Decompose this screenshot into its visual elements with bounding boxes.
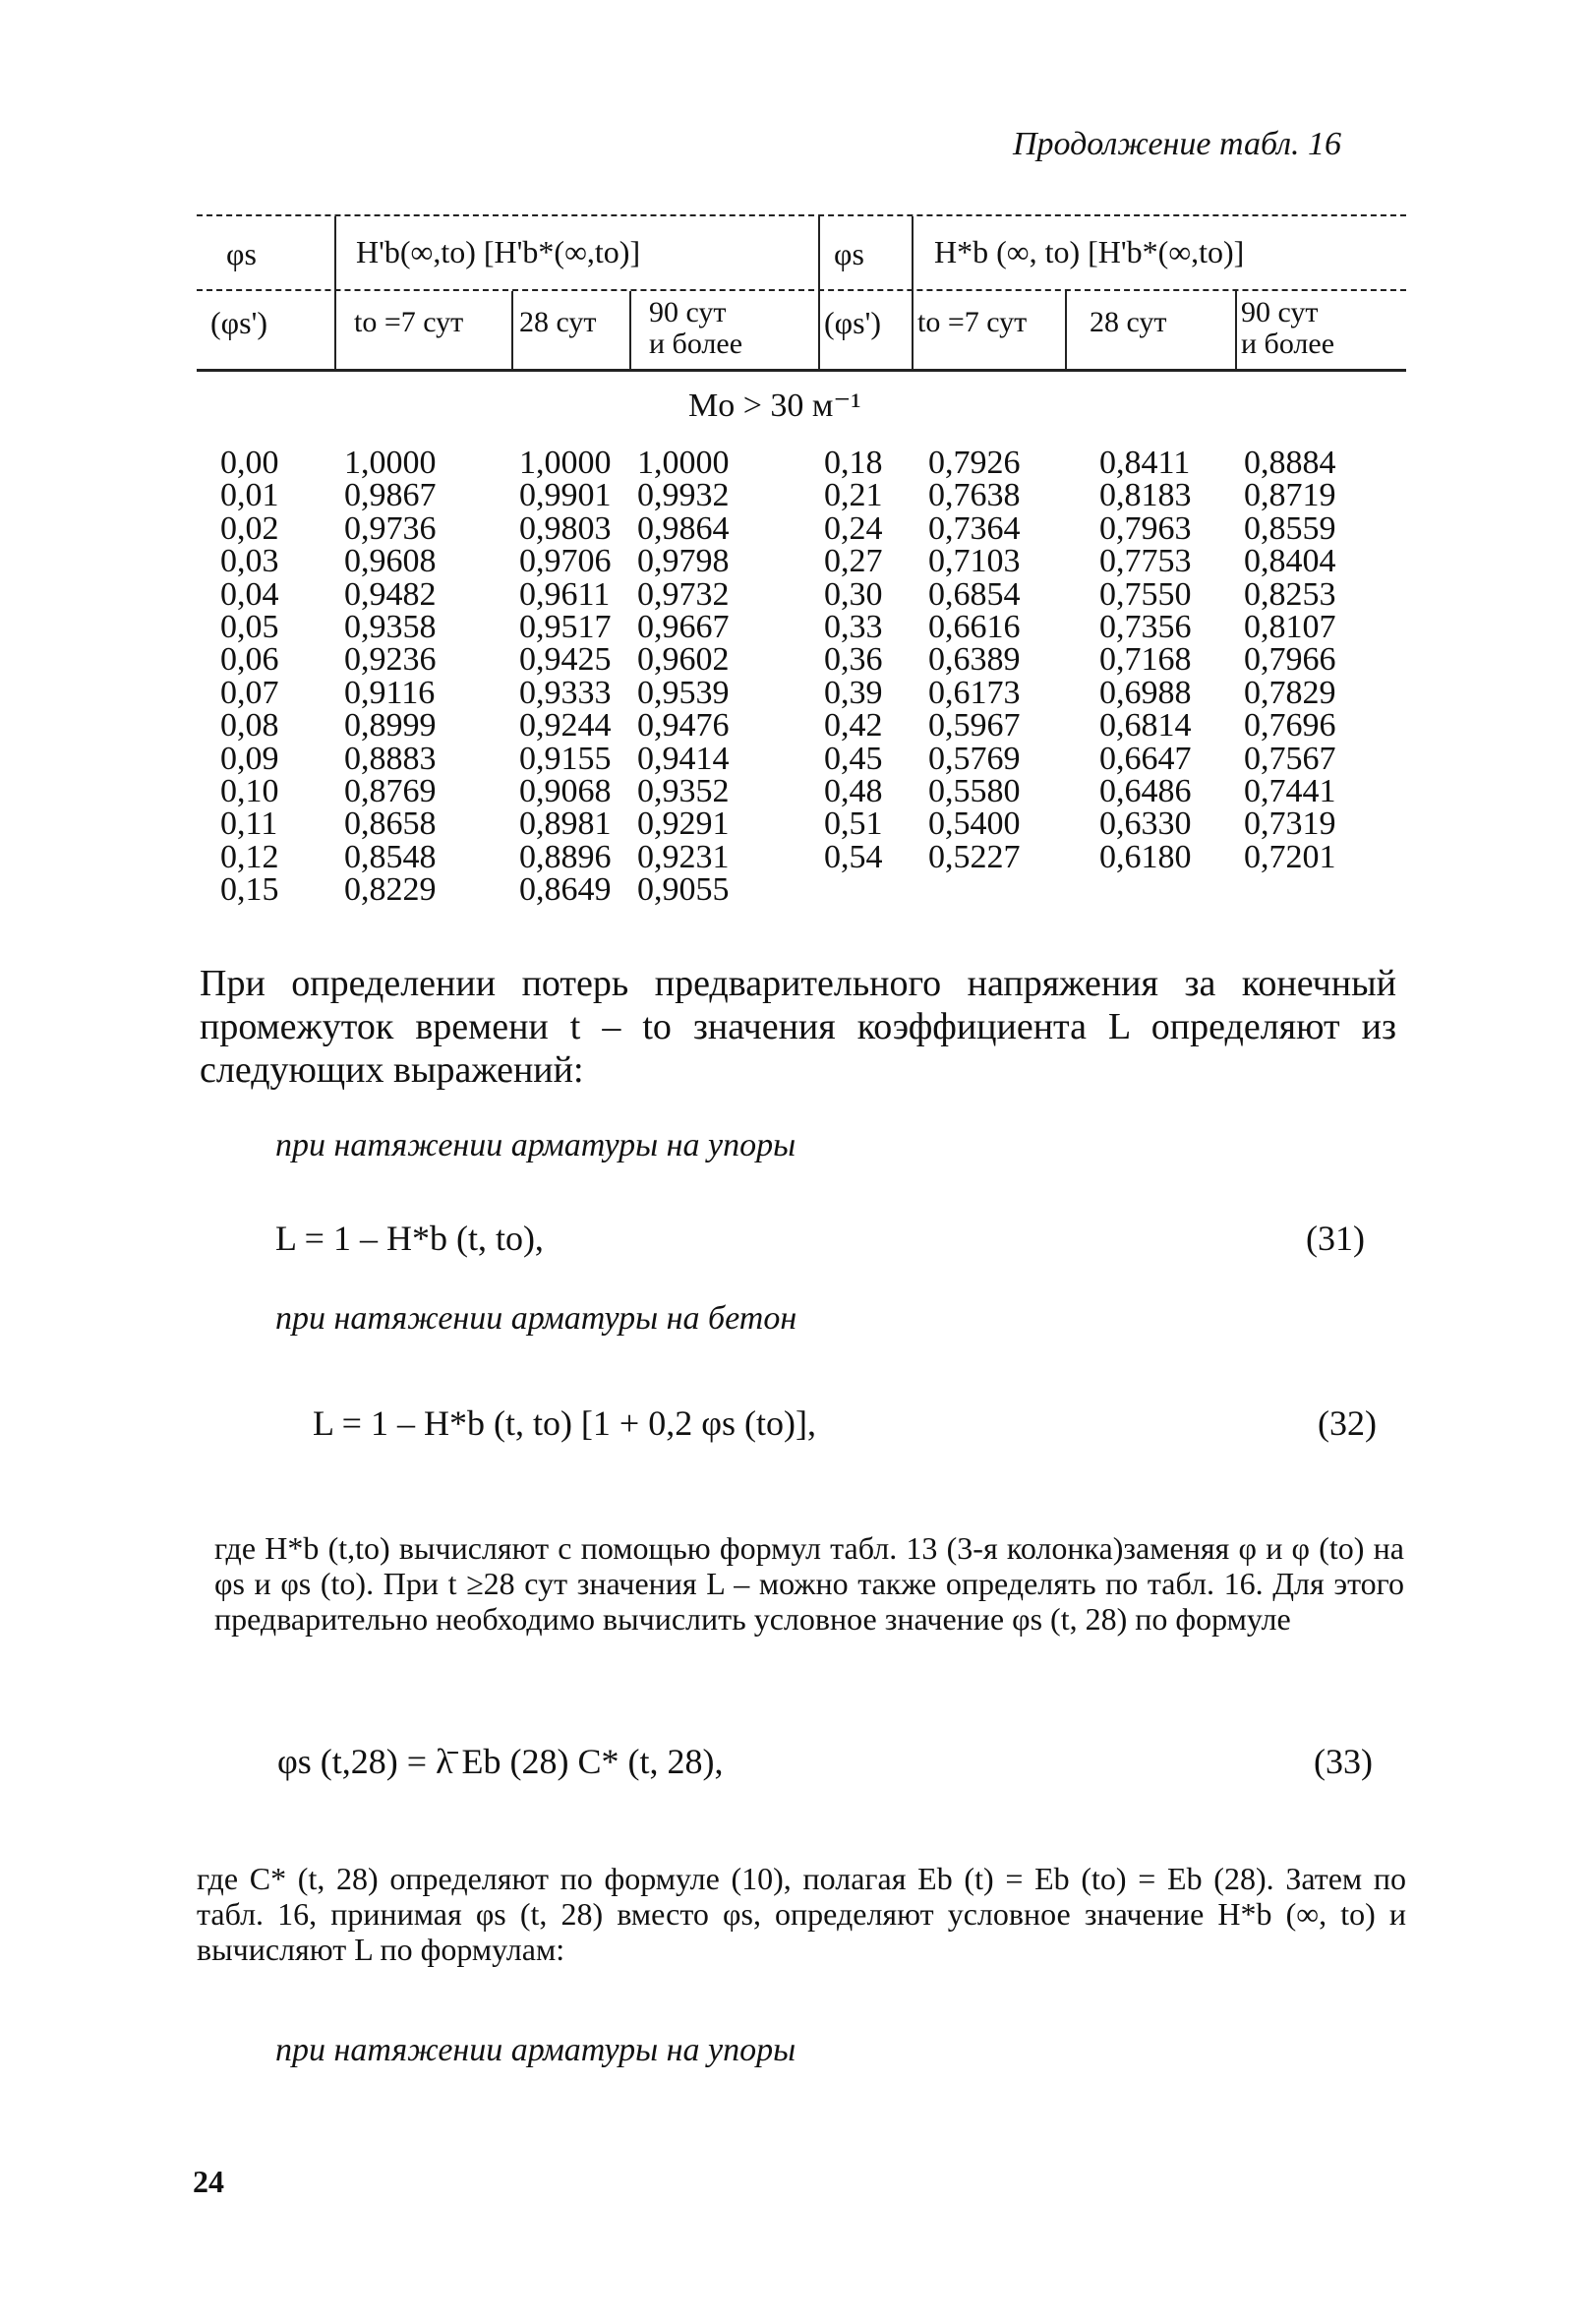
table-cell: 0,9333	[519, 674, 612, 711]
table-cell: 0,7550	[1099, 575, 1192, 613]
table-cell: 0,8229	[344, 871, 437, 909]
col-right-t28	[1099, 447, 1192, 873]
table-cell: 0,07	[220, 674, 279, 711]
table-cell: 0,9358	[344, 609, 437, 646]
divider	[334, 216, 336, 369]
table-cell: 0,9055	[637, 871, 730, 909]
table-cell: 0,8559	[1244, 509, 1336, 547]
table-cell: 0,8404	[1244, 543, 1336, 580]
table-cell: 0,15	[220, 871, 279, 909]
col-left-phi	[220, 447, 279, 907]
table-cell: 0,5400	[928, 805, 1021, 843]
table-cell: 0,6173	[928, 674, 1021, 711]
table-cell: 0,7201	[1244, 838, 1336, 875]
table-cell: 0,8883	[344, 740, 437, 777]
table-cell: 0,7829	[1244, 674, 1336, 711]
table-cell: 0,5967	[928, 707, 1021, 745]
table-cell: 0,42	[824, 707, 883, 745]
table-cell: 0,05	[220, 609, 279, 646]
table-cell: 0,08	[220, 707, 279, 745]
col-right-t7	[928, 447, 1021, 873]
table-cell: 0,9414	[637, 740, 730, 777]
header-t28-right: 28 сут	[1090, 306, 1167, 338]
table-cell: 0,8719	[1244, 477, 1336, 514]
paragraph-1: При определении потерь предварительного напряжения за конечный промежуток времени t – tо значения коэффициента L определяют из следующих выражений:	[200, 963, 1396, 1091]
table-cell: 0,24	[824, 509, 883, 547]
table-cell: 0,5227	[928, 838, 1021, 875]
header-phi-s-alt: (φs')	[210, 305, 267, 340]
table-cell: 0,6616	[928, 609, 1021, 646]
table-cell: 0,8884	[1244, 445, 1336, 481]
table-cell: 0,7638	[928, 477, 1021, 514]
table-cell: 0,8548	[344, 838, 437, 875]
table-cell: 0,6854	[928, 575, 1021, 613]
col-right-phi	[824, 447, 883, 873]
col-right-t90	[1244, 447, 1336, 873]
table-cell: 0,6647	[1099, 740, 1192, 777]
divider	[511, 291, 513, 369]
table-cell: 0,8183	[1099, 477, 1192, 514]
table-cell: 0,7168	[1099, 641, 1192, 679]
header-t7-right: to =7 сут	[917, 306, 1028, 338]
table-cell: 0,8896	[519, 838, 612, 875]
table-cell: 0,21	[824, 477, 883, 514]
table-cell: 0,51	[824, 805, 883, 843]
table-cell: 0,9803	[519, 509, 612, 547]
divider	[1065, 291, 1067, 369]
table-cell: 0,8999	[344, 707, 437, 745]
table-cell: 0,9352	[637, 773, 730, 810]
table-cell: 0,9482	[344, 575, 437, 613]
table-cell: 0,5580	[928, 773, 1021, 810]
table-cell: 0,9602	[637, 641, 730, 679]
table-cell: 0,39	[824, 674, 883, 711]
paragraph-2: где H*b (t,to) вычисляют с помощью формул табл. 13 (3-я колонка)заменяя φ и φ (to) на φs и φs (to). При t ≥28 сут значения L – можно также определять по табл. 16. Для этого предварительно необходимо вычислить условное значение φs (t, 28) по формуле	[214, 1530, 1405, 1637]
table-cell: 0,9611	[519, 575, 611, 613]
table-cell: 0,6389	[928, 641, 1021, 679]
table-cell: 0,8411	[1099, 445, 1191, 481]
table-cell: 0,9116	[344, 674, 436, 711]
table-cell: 0,27	[824, 543, 883, 580]
table-cell: 0,9068	[519, 773, 612, 810]
header-t28-left: 28 сут	[519, 306, 597, 338]
col-left-t90	[637, 447, 730, 907]
table-cell: 0,8649	[519, 871, 612, 909]
table-cell: 0,8253	[1244, 575, 1336, 613]
table-cell: 1,0000	[637, 445, 730, 481]
table-cell: 0,00	[220, 445, 279, 481]
table-cell: 0,9736	[344, 509, 437, 547]
table-cell: 0,9155	[519, 740, 612, 777]
table-cell: 0,9539	[637, 674, 730, 711]
table-cell: 0,06	[220, 641, 279, 679]
table-cell: 0,9236	[344, 641, 437, 679]
table-cell: 0,9901	[519, 477, 612, 514]
table-cell: 0,33	[824, 609, 883, 646]
col-left-t28	[519, 447, 612, 907]
table-cell: 0,7966	[1244, 641, 1336, 679]
formula-31: L = 1 – H*b (t, to),	[275, 1219, 544, 1258]
header-t90-right: 90 сут и более	[1241, 296, 1335, 360]
table-cell: 0,9291	[637, 805, 730, 843]
table-cell: 0,54	[824, 838, 883, 875]
table-cell: 0,9244	[519, 707, 612, 745]
heading-upory-2: при натяжении арматуры на упоры	[275, 2032, 796, 2068]
table-cell: 0,03	[220, 543, 279, 580]
header-phi-s-right: φs	[834, 236, 864, 271]
heading-beton: при натяжении арматуры на бетон	[275, 1300, 797, 1337]
table-cell: 0,9476	[637, 707, 730, 745]
table-cell: 0,8658	[344, 805, 437, 843]
divider	[818, 216, 820, 369]
page-number: 24	[193, 2164, 224, 2199]
header-group-right: H*b (∞, to) [H'b*(∞,to)]	[934, 234, 1245, 269]
table-cell: 0,6814	[1099, 707, 1192, 745]
table-cell: 0,9932	[637, 477, 730, 514]
table-cell: 0,7319	[1244, 805, 1336, 843]
col-left-t7	[344, 447, 437, 907]
table-cell: 0,6988	[1099, 674, 1192, 711]
divider	[1235, 291, 1237, 369]
table-cell: 0,9517	[519, 609, 612, 646]
table-cell: 0,11	[220, 805, 278, 843]
header-group-left: H'b(∞,to) [H'b*(∞,to)]	[356, 234, 641, 269]
table-cell: 0,02	[220, 509, 279, 547]
table-cell: 0,8769	[344, 773, 437, 810]
header-t90-left: 90 сут и более	[649, 296, 743, 360]
continuation-title: Продолжение табл. 16	[1013, 126, 1342, 162]
table-condition: Mo > 30 м⁻¹	[688, 387, 861, 424]
table-cell: 0,7103	[928, 543, 1021, 580]
table-cell: 0,6180	[1099, 838, 1192, 875]
table-cell: 0,7441	[1244, 773, 1336, 810]
table-cell: 0,5769	[928, 740, 1021, 777]
table-cell: 0,9706	[519, 543, 612, 580]
formula-32: L = 1 – H*b (t, to) [1 + 0,2 φs (to)],	[313, 1403, 816, 1443]
table-cell: 0,7567	[1244, 740, 1336, 777]
table-cell: 0,12	[220, 838, 279, 875]
table-header-bottom-rule	[197, 369, 1406, 372]
table-cell: 0,9667	[637, 609, 730, 646]
table-cell: 0,9425	[519, 641, 612, 679]
table-cell: 0,9732	[637, 575, 730, 613]
table-cell: 0,18	[824, 445, 883, 481]
table-cell: 0,9608	[344, 543, 437, 580]
table-cell: 0,8981	[519, 805, 612, 843]
table-cell: 0,36	[824, 641, 883, 679]
table-cell: 0,48	[824, 773, 883, 810]
table-cell: 0,10	[220, 773, 279, 810]
header-phi-s: φs	[226, 236, 257, 271]
equation-number-33: (33)	[1314, 1742, 1373, 1781]
equation-number-31: (31)	[1306, 1219, 1365, 1258]
table-cell: 0,30	[824, 575, 883, 613]
table-cell: 0,9867	[344, 477, 437, 514]
table-cell: 0,6330	[1099, 805, 1192, 843]
table-cell: 0,7926	[928, 445, 1021, 481]
table-cell: 1,0000	[344, 445, 437, 481]
table-cell: 0,45	[824, 740, 883, 777]
table-cell: 0,7696	[1244, 707, 1336, 745]
table-cell: 0,04	[220, 575, 279, 613]
divider	[629, 291, 631, 369]
table-cell: 0,7753	[1099, 543, 1192, 580]
table-cell: 0,6486	[1099, 773, 1192, 810]
header-t7-left: to =7 сут	[354, 306, 464, 338]
heading-upory-1: при натяжении арматуры на упоры	[275, 1127, 796, 1163]
formula-33: φs (t,28) = λ̄ Eb (28) C* (t, 28),	[277, 1742, 724, 1781]
table-cell: 0,9231	[637, 838, 730, 875]
table-cell: 0,9864	[637, 509, 730, 547]
table-cell: 0,8107	[1244, 609, 1336, 646]
header-phi-s-alt-right: (φs')	[824, 305, 881, 340]
table-mid-rule	[197, 289, 1406, 291]
table-cell: 0,09	[220, 740, 279, 777]
table-cell: 0,01	[220, 477, 279, 514]
table-cell: 0,9798	[637, 543, 730, 580]
table-cell: 0,7364	[928, 509, 1021, 547]
divider	[912, 216, 914, 369]
table-cell: 1,0000	[519, 445, 612, 481]
table-cell: 0,7356	[1099, 609, 1192, 646]
table-cell: 0,7963	[1099, 509, 1192, 547]
table-top-rule	[197, 214, 1406, 216]
paragraph-3: где C* (t, 28) определяют по формуле (10), полагая Eb (t) = Eb (to) = Eb (28). Затем по табл. 16, принимая φs (t, 28) вместо φs, определяют условное значение H*b (∞, to) и вычисляют L по формулам:	[197, 1861, 1406, 1967]
equation-number-32: (32)	[1318, 1403, 1377, 1443]
